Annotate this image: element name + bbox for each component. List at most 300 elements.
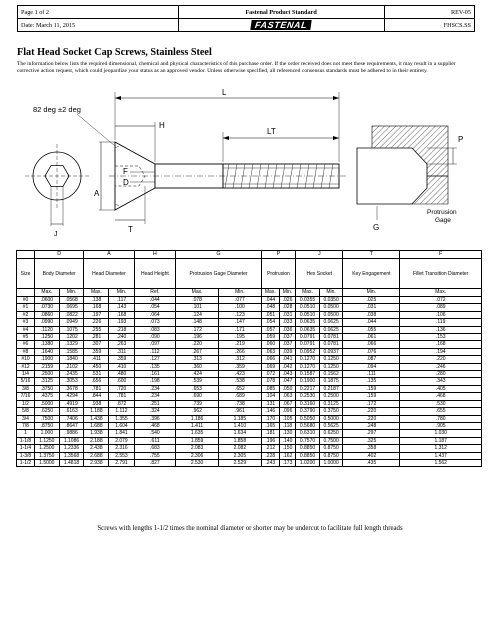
value-cell: .159 (343, 385, 400, 392)
value-cell: 1.0200 (296, 459, 320, 466)
value-cell: .212 (261, 445, 279, 452)
value-cell: .083 (134, 326, 176, 333)
value-cell: .063 (279, 393, 295, 400)
intro-paragraph: The information below lists the required dimensional, chemical and physical characteristics of this purchase order. If the order received does not meet these requirements, it may result in a supplier corrective action request, which could jeopardize your status as an approved vendor. Unless otherwise specified, all referenced consensus standards must be adhered to in their entirety. (17, 61, 456, 75)
label-j: J (54, 231, 58, 238)
label-l: L (222, 88, 227, 97)
value-cell: .905 (400, 422, 482, 429)
value-cell: .8647 (59, 422, 84, 429)
size-cell: #0 (17, 297, 35, 304)
value-cell: 1.438 (84, 415, 109, 422)
minmax-cell: Max. (176, 289, 219, 297)
table-row (17, 445, 482, 452)
value-cell: 0.7570 (296, 437, 320, 444)
value-cell: .077 (218, 297, 261, 304)
value-cell: .059 (261, 334, 279, 341)
value-cell: .090 (134, 334, 176, 341)
value-cell: .085 (261, 385, 279, 392)
value-cell: .063 (261, 348, 279, 355)
document-code: FHSCS.SS (384, 19, 474, 32)
value-cell: 0.6310 (296, 430, 320, 437)
value-cell: 1.410 (218, 422, 261, 429)
table-row (17, 304, 482, 311)
value-cell: .539 (176, 378, 219, 385)
value-cell: .050 (279, 385, 295, 392)
table-row (17, 371, 482, 378)
value-cell: 1.604 (109, 422, 134, 429)
value-cell: .198 (134, 378, 176, 385)
value-cell: .140 (279, 437, 295, 444)
value-cell: .962 (176, 408, 219, 415)
value-cell: .690 (176, 393, 219, 400)
value-cell: .087 (343, 356, 400, 363)
value-cell: 2.305 (218, 452, 261, 459)
value-cell: 0.2500 (319, 393, 343, 400)
value-cell: .220 (343, 415, 400, 422)
table-row (17, 415, 482, 422)
value-cell: .3750 (35, 385, 60, 392)
value-cell: .104 (261, 393, 279, 400)
value-cell: 0.2217 (296, 385, 320, 392)
value-cell: .168 (400, 341, 482, 348)
col-gage-diameter: Protrusion Gage Diameter (176, 259, 262, 289)
size-cell: #5 (17, 334, 35, 341)
value-cell: .311 (109, 348, 134, 355)
value-cell: 1.841 (109, 430, 134, 437)
minmax-cell: Max. (296, 289, 320, 297)
value-cell: .168 (109, 311, 134, 318)
table-row (17, 430, 482, 437)
value-cell: 2.082 (218, 445, 261, 452)
value-cell: 0.8850 (296, 445, 320, 452)
size-cell: #2 (17, 311, 35, 318)
value-cell: .196 (261, 437, 279, 444)
value-cell: 1.186 (176, 415, 219, 422)
value-cell: .138 (84, 297, 109, 304)
value-cell: .105 (279, 415, 295, 422)
table-row (17, 452, 482, 459)
value-cell: .047 (279, 378, 295, 385)
value-cell: .358 (343, 445, 400, 452)
value-cell: .078 (176, 297, 219, 304)
value-cell: .055 (343, 326, 400, 333)
label-f: F (123, 167, 128, 176)
value-cell: .8750 (35, 422, 60, 429)
value-cell: 1.187 (400, 437, 482, 444)
size-cell: #1 (17, 304, 35, 311)
value-cell: 2.306 (176, 452, 219, 459)
value-cell: .072 (261, 371, 279, 378)
value-cell: .097 (134, 341, 176, 348)
value-cell: .435 (343, 459, 400, 466)
value-cell: .0949 (59, 319, 84, 326)
minmax-cell: Max. (35, 289, 60, 297)
value-cell: .123 (218, 311, 261, 318)
value-cell: .172 (176, 326, 219, 333)
value-cell: .359 (218, 363, 261, 370)
value-cell: .402 (343, 452, 400, 459)
table-row (17, 437, 482, 444)
col-fillet-diameter: Fillet Transition Diameter (400, 259, 482, 289)
value-cell: .219 (218, 341, 261, 348)
size-cell: 5/8 (17, 408, 35, 415)
value-cell: .263 (109, 341, 134, 348)
document-header (17, 5, 475, 32)
table-body (17, 297, 482, 467)
size-cell: #4 (17, 326, 35, 333)
size-cell: 5/16 (17, 378, 35, 385)
value-cell: 2.553 (109, 452, 134, 459)
value-cell: .1585 (59, 348, 84, 355)
letter-t: T (343, 251, 400, 259)
value-cell: 0.0791 (296, 341, 320, 348)
value-cell: .468 (134, 422, 176, 429)
minmax-cell: Min. (218, 289, 261, 297)
value-cell: .411 (84, 356, 109, 363)
value-cell: 2.529 (218, 459, 261, 466)
value-cell: 0.0635 (296, 326, 320, 333)
value-cell: 0.1562 (319, 371, 343, 378)
value-cell: .170 (261, 415, 279, 422)
value-cell: .150 (279, 445, 295, 452)
fastenal-logo (178, 19, 384, 32)
value-cell: 1.112 (109, 408, 134, 415)
value-cell: .248 (343, 422, 400, 429)
value-cell: .118 (279, 422, 295, 429)
col-head-diameter: Head Diameter (84, 259, 134, 289)
value-cell: .266 (218, 348, 261, 355)
value-cell: .938 (84, 400, 109, 407)
value-cell: .720 (109, 385, 134, 392)
value-cell: .530 (400, 400, 482, 407)
minmax-cell: Min. (109, 289, 134, 297)
size-cell: #8 (17, 348, 35, 355)
size-cell: #12 (17, 363, 35, 370)
size-cell: 3/8 (17, 385, 35, 392)
end-view (25, 144, 89, 238)
value-cell: 0.3160 (296, 400, 320, 407)
value-cell: .844 (84, 393, 109, 400)
value-cell: .101 (176, 304, 219, 311)
value-cell: .280 (400, 371, 482, 378)
value-cell: .1120 (35, 326, 60, 333)
value-cell: .1640 (35, 348, 60, 355)
value-cell: .423 (218, 371, 261, 378)
value-cell: .124 (176, 311, 219, 318)
size-cell: 1-1/4 (17, 445, 35, 452)
value-cell: .689 (218, 393, 261, 400)
col-size: Size (17, 259, 35, 289)
value-cell: 2.938 (84, 459, 109, 466)
value-cell: .039 (279, 348, 295, 355)
value-cell: .031 (279, 311, 295, 318)
value-cell: .119 (400, 319, 482, 326)
value-cell: 0.1270 (296, 363, 320, 370)
value-cell: 0.3750 (319, 408, 343, 415)
value-cell: .1329 (59, 341, 84, 348)
value-cell: .220 (343, 408, 400, 415)
lt-arrow-left (223, 136, 229, 140)
value-cell: .147 (218, 319, 261, 326)
value-cell: 1.2500 (35, 445, 60, 452)
value-cell: 2.530 (176, 459, 219, 466)
value-cell: .405 (400, 385, 482, 392)
label-p: P (458, 135, 464, 144)
value-cell: .060 (261, 341, 279, 348)
value-cell: .267 (176, 348, 219, 355)
value-cell: .531 (84, 371, 109, 378)
value-cell: 1.000 (35, 430, 60, 437)
size-cell: 3/4 (17, 415, 35, 422)
value-cell: .1840 (59, 356, 84, 363)
value-cell: 1.4818 (59, 459, 84, 466)
value-cell: .112 (134, 348, 176, 355)
logo-text: FASTENAL (250, 20, 312, 30)
value-cell: .538 (218, 378, 261, 385)
minmax-cell: Max. (400, 289, 482, 297)
value-cell: 0.0781 (319, 341, 343, 348)
letter-a: A (84, 251, 134, 259)
value-cell: .2500 (35, 371, 60, 378)
value-cell: .2102 (59, 363, 84, 370)
letter-j: J (296, 251, 343, 259)
value-cell: 1.411 (176, 422, 219, 429)
value-cell: .312 (218, 356, 261, 363)
value-cell: .173 (279, 459, 295, 466)
value-cell: .033 (279, 319, 295, 326)
value-cell: .220 (176, 341, 219, 348)
value-cell: 2.083 (176, 445, 219, 452)
standard-title: Fastenal Product Standard (178, 6, 384, 19)
value-cell: 1.2336 (59, 445, 84, 452)
value-cell: .324 (134, 408, 176, 415)
value-cell: .781 (109, 393, 134, 400)
value-cell: .313 (176, 356, 219, 363)
footnote: Screws with lengths 1-1/2 times the nominal diameter or shorter may be undercut to facilitate full length threads (97, 525, 403, 532)
value-cell: .069 (261, 363, 279, 370)
value-cell: .0695 (59, 304, 84, 311)
table-row (17, 459, 482, 466)
value-cell: .061 (343, 334, 400, 341)
label-t: T (128, 225, 133, 234)
col-protrusion: Protrusion (261, 259, 295, 289)
letter-header-row (17, 251, 482, 259)
document-date: Date: March 11, 2015 (18, 19, 179, 32)
value-cell: 0.5050 (296, 415, 320, 422)
minmax-cell: Ref. (134, 289, 176, 297)
value-cell: .089 (400, 304, 482, 311)
value-cell: 2.079 (109, 437, 134, 444)
value-cell: .0730 (35, 304, 60, 311)
value-cell: 1.562 (400, 459, 482, 466)
value-cell: .755 (134, 452, 176, 459)
value-cell: .146 (261, 408, 279, 415)
value-cell: 0.1875 (319, 378, 343, 385)
protrusion-label: Protrusion (427, 209, 457, 216)
value-cell: .051 (261, 311, 279, 318)
value-cell: 1.1250 (35, 437, 60, 444)
letter-d: D (35, 251, 84, 259)
value-cell: 0.0635 (296, 319, 320, 326)
letter-g: G (176, 251, 262, 259)
value-cell: .9886 (59, 430, 84, 437)
minmax-header-row (17, 289, 482, 297)
value-cell: 0.1270 (296, 356, 320, 363)
value-cell: .037 (279, 341, 295, 348)
table-row (17, 363, 482, 370)
value-cell: .135 (343, 378, 400, 385)
value-cell: .031 (343, 304, 400, 311)
value-cell: .048 (261, 304, 279, 311)
dimension-table (16, 250, 482, 467)
value-cell: .057 (261, 326, 279, 333)
value-cell: .036 (279, 326, 295, 333)
page-number: Page 1 of 2 (18, 6, 179, 19)
value-cell: .243 (261, 459, 279, 466)
value-cell: .025 (343, 297, 400, 304)
value-cell: 0.3790 (296, 408, 320, 415)
minmax-blank (17, 289, 35, 297)
value-cell: .136 (400, 326, 482, 333)
value-cell: .226 (84, 319, 109, 326)
value-cell: .3125 (35, 378, 60, 385)
value-cell: 1.185 (218, 415, 261, 422)
value-cell: 1.688 (84, 422, 109, 429)
value-cell: 0.0937 (319, 348, 343, 355)
value-cell: 0.6250 (319, 430, 343, 437)
value-cell: 0.0510 (296, 311, 320, 318)
value-cell: .827 (134, 459, 176, 466)
value-cell: 1.030 (400, 430, 482, 437)
value-cell: .044 (134, 297, 176, 304)
minmax-cell: Min. (319, 289, 343, 297)
value-cell: .600 (109, 378, 134, 385)
table-row (17, 393, 482, 400)
label-h: H (159, 121, 165, 130)
size-cell: 7/8 (17, 422, 35, 429)
value-cell: .307 (84, 341, 109, 348)
value-cell: .480 (109, 371, 134, 378)
value-cell: 1.634 (218, 430, 261, 437)
value-cell: .251 (134, 400, 176, 407)
value-cell: 1.3568 (59, 452, 84, 459)
value-cell: 0.0625 (319, 326, 343, 333)
value-cell: .0822 (59, 311, 84, 318)
size-cell: #6 (17, 341, 35, 348)
size-cell: 7/16 (17, 393, 35, 400)
value-cell: .076 (343, 348, 400, 355)
value-cell: .234 (134, 385, 176, 392)
value-cell: .234 (134, 393, 176, 400)
value-cell: .165 (261, 422, 279, 429)
name-header-row (17, 259, 482, 289)
size-cell: 1-3/8 (17, 452, 35, 459)
value-cell: .343 (400, 378, 482, 385)
value-cell: .042 (279, 363, 295, 370)
value-cell: 1.3750 (35, 452, 60, 459)
value-cell: 1.1086 (59, 437, 84, 444)
value-cell: .655 (400, 408, 482, 415)
value-cell: .424 (176, 371, 219, 378)
size-cell: #10 (17, 356, 35, 363)
value-cell: .106 (400, 311, 482, 318)
minmax-cell: Max. (261, 289, 279, 297)
table-row (17, 400, 482, 407)
value-cell: .0600 (35, 297, 60, 304)
value-cell: .396 (134, 415, 176, 422)
value-cell: 0.8850 (296, 452, 320, 459)
value-cell: .0860 (35, 311, 60, 318)
table-row (17, 297, 482, 304)
value-cell: 0.7500 (319, 437, 343, 444)
label-lt: LT (267, 127, 276, 136)
value-cell: .2435 (59, 371, 84, 378)
value-cell: .028 (279, 304, 295, 311)
value-cell: .228 (261, 452, 279, 459)
value-cell: .359 (109, 356, 134, 363)
l-arrow-left (115, 96, 121, 100)
value-cell: .4919 (59, 400, 84, 407)
value-cell: 0.5625 (319, 422, 343, 429)
value-cell: 1.859 (176, 437, 219, 444)
protrusion-gage-detail (357, 126, 463, 232)
value-cell: 0.5680 (296, 422, 320, 429)
size-cell: 1/4 (17, 371, 35, 378)
value-cell: .255 (84, 326, 109, 333)
value-cell: .297 (343, 430, 400, 437)
value-cell: 0.8750 (319, 452, 343, 459)
value-cell: .066 (261, 356, 279, 363)
value-cell: .653 (176, 385, 219, 392)
col-head-height: Head Height (134, 259, 176, 289)
letter-blank (17, 251, 35, 259)
value-cell: 0.8750 (319, 445, 343, 452)
value-cell: 1.938 (84, 430, 109, 437)
value-cell: 0.0791 (296, 334, 320, 341)
value-cell: 2.791 (109, 459, 134, 466)
value-cell: .026 (279, 297, 295, 304)
value-cell: 0.1900 (296, 378, 320, 385)
value-cell: .1900 (35, 356, 60, 363)
side-view (109, 142, 347, 210)
value-cell: 0.0500 (319, 304, 343, 311)
value-cell: 0.2530 (296, 393, 320, 400)
value-cell: .240 (109, 334, 134, 341)
value-cell: .0990 (35, 319, 60, 326)
value-cell: .054 (261, 319, 279, 326)
value-cell: 1.858 (218, 437, 261, 444)
value-cell: 0.0350 (319, 297, 343, 304)
size-cell: 1-1/2 (17, 459, 35, 466)
letter-p: P (261, 251, 295, 259)
value-cell: .1075 (59, 326, 84, 333)
value-cell: .218 (109, 326, 134, 333)
table-row (17, 341, 482, 348)
value-cell: .041 (279, 356, 295, 363)
col-key-engagement: Key Engagement (343, 259, 400, 289)
value-cell: .117 (109, 297, 134, 304)
value-cell: .739 (176, 400, 219, 407)
table-row (17, 408, 482, 415)
value-cell: .220 (400, 356, 482, 363)
value-cell: .064 (134, 311, 176, 318)
value-cell: 0.0625 (319, 319, 343, 326)
table-row (17, 422, 482, 429)
value-cell: 0.1250 (319, 356, 343, 363)
label-d: D (123, 178, 129, 187)
value-cell: .3678 (59, 385, 84, 392)
minmax-cell: Min. (279, 289, 295, 297)
